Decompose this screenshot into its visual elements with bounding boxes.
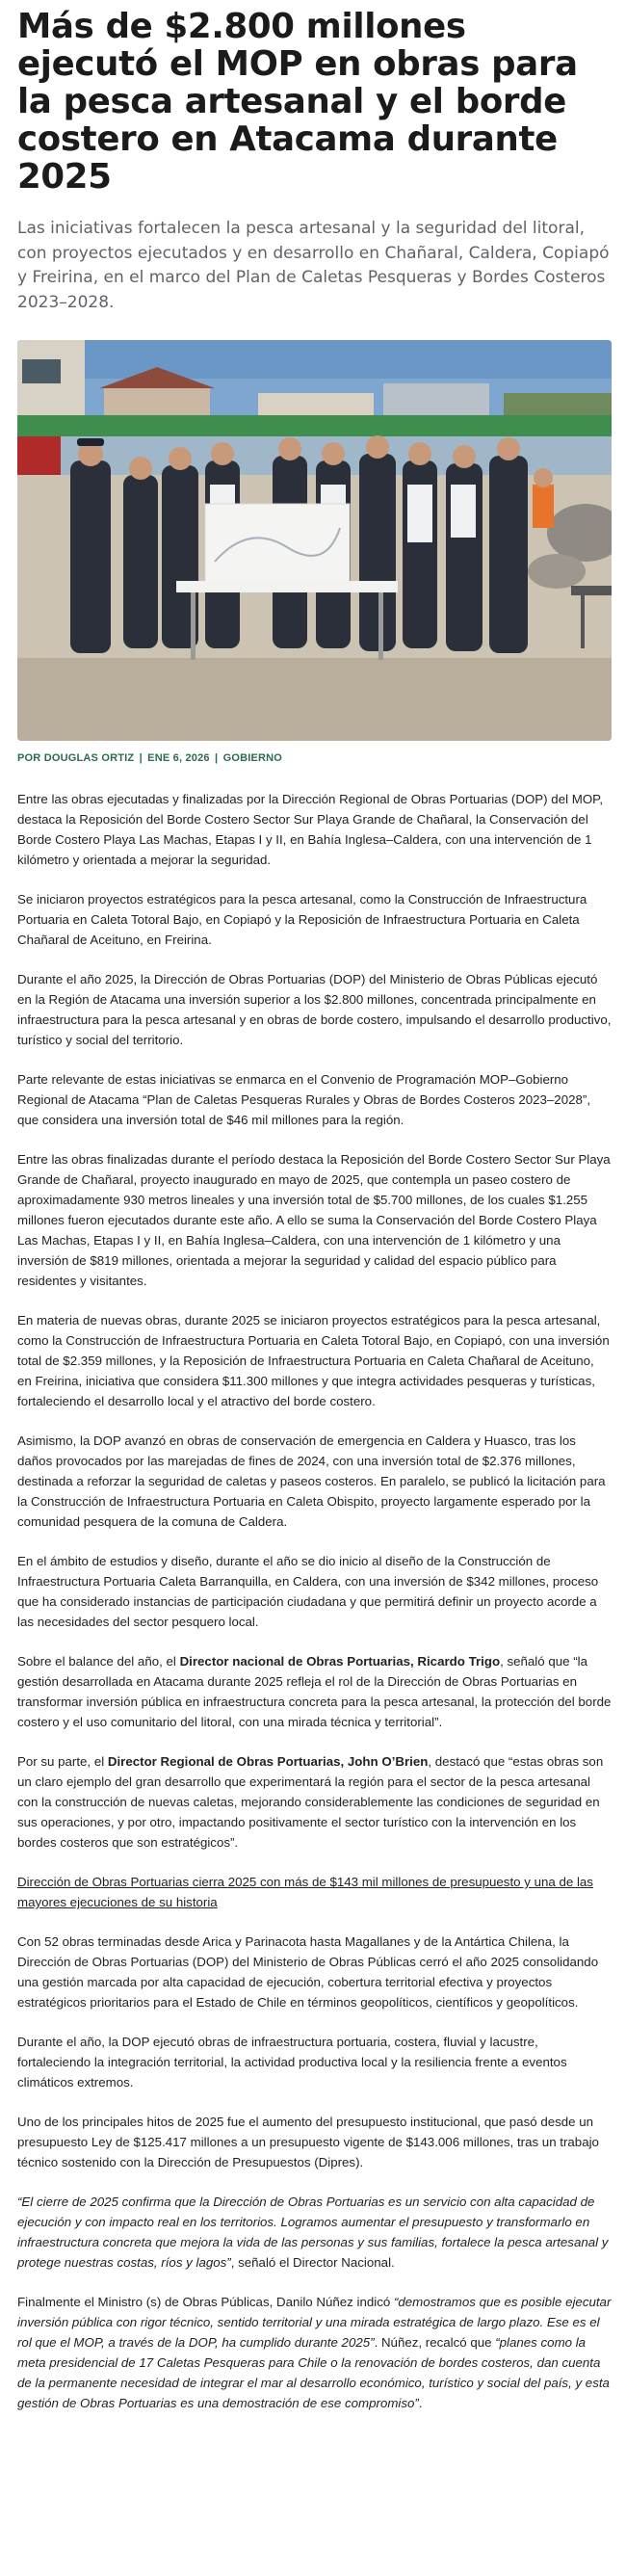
body-paragraph: En el ámbito de estudios y diseño, durante el año se dio inicio al diseño de la Construcción de Infraestructura Portuaria Caleta Barranquilla, en Caldera, con una inversión de $342 millones, proceso que ha considerado instancias de participación ciudadana y que permitirá definir un proyecto acorde a las necesidades del sector pesquero local. — [17, 1554, 599, 1629]
body-paragraph: Durante el año 2025, la Dirección de Obras Portuarias (DOP) del Ministerio de Obras Públicas ejecutó en la Región de Atacama una inversión superior a los $2.800 millones, concentrada principalmente en infraestructura para la pesca artesanal y en obras de borde costero, impulsando el desarrollo productivo, turístico y social del territorio. — [17, 972, 612, 1047]
body-paragraph: En materia de nuevas obras, durante 2025 se iniciaron proyectos estratégicos para la pesca artesanal, como la Construcción de Infraestructura Portuaria en Caleta Totoral Bajo, en Copiapó, con una inversión total de $2.359 millones, y la Reposición de Infraestructura Portuaria en Caleta Chañaral de Aceituno, en Freirina, iniciativa que considera $11.300 millones y que integra actividades pesqueras y turísticas, fortaleciendo el desarrollo local y el atractivo del borde costero. — [17, 1313, 610, 1408]
paragraph-text: . — [418, 2396, 423, 2410]
body-paragraph — [17, 2292, 612, 2413]
paragraph-text: , destacó que “estas obras son un claro ejemplo del gran desarrollo que experimentará la región para el sector de la pesca artesanal con la construcción de nuevas caletas, mejorando considerablemente las condiciones de seguridad en sus operaciones, y por otro, impactando positivamente el sector turístico con la intervención en los bordes costeros que son estratégicos”. — [17, 1754, 604, 1850]
body-paragraph — [17, 1751, 612, 1853]
section-subtitle-link[interactable]: Dirección de Obras Portuarias cierra 2025 con más de $143 mil millones de presupuesto y una de las mayores ejecuciones de su historia — [17, 1875, 593, 1909]
quote-text: “demostramos que es posible ejecutar inversión pública con rigor técnico, sentido territorial y una mirada estratégica de largo plazo. Ese es el rol que el MOP, a través de la DOP, ha cumplido durante 2025” — [17, 2295, 612, 2350]
article-subhead: Las iniciativas fortalecen la pesca artesanal y la seguridad del litoral, con proyectos ejecutados y en desarrollo en Chañaral, Caldera, Copiapó y Freirina, en el marco del Plan de Caletas Pesqueras y Bordes Costeros 2023–2028. — [17, 219, 610, 312]
article-body — [17, 789, 612, 2413]
body-paragraph: Uno de los principales hitos de 2025 fue el aumento del presupuesto institucional, que pasó desde un presupuesto Ley de $125.417 millones a un presupuesto vigente de $143.006 millones, tras un trabajo técnico sostenido con la Dirección de Presupuestos (Dipres). — [17, 2115, 599, 2169]
byline-author-link[interactable]: POR DOUGLAS ORTIZ — [17, 752, 135, 764]
paragraph-text: . Núñez, recalcó que — [374, 2335, 496, 2350]
body-paragraph — [17, 1651, 612, 1732]
body-paragraph: Parte relevante de estas iniciativas se enmarca en el Convenio de Programación MOP–Gobierno Regional de Atacama “Plan de Caletas Pesqueras Rurales y Obras de Bordes Costeros 2023–2028”, que considera una inversión total de $46 mil millones para la región. — [17, 1072, 591, 1127]
body-paragraph: Asimismo, la DOP avanzó en obras de conservación de emergencia en Caldera y Huasco, tras los daños provocados por las marejadas de fines de 2024, con una inversión total de $2.376 millones, destinada a reforzar la seguridad de caletas y paseos costeros. En paralelo, se publicó la licitación para la Construcción de Infraestructura Portuaria en Caleta Obispito, proyecto largamente esperado por la comunidad pesquera de la comuna de Caldera. — [17, 1433, 606, 1529]
group-photo-icon — [17, 340, 612, 741]
byline-date: ENE 6, 2026 — [147, 752, 210, 764]
body-paragraph — [17, 2192, 612, 2273]
byline-separator: | — [139, 752, 143, 764]
article-photo[interactable] — [17, 340, 612, 741]
article-headline: Más de $2.800 millones ejecutó el MOP en obras para la pesca artesanal y el borde costero en Atacama durante 2025 — [17, 7, 578, 197]
paragraph-text: Finalmente el Ministro (s) de Obras Públicas, Danilo Núñez indicó — [17, 2295, 394, 2309]
paragraph-text: , señaló que “la gestión desarrollada en Atacama durante 2025 refleja el rol de la Dirección de Obras Portuarias en transformar inversión pública en infraestructura concreta para la pesca artesanal, la protección del borde costero y el uso comunitario del litoral, con una mirada técnica y territorial”. — [17, 1654, 612, 1729]
body-paragraph: Con 52 obras terminadas desde Arica y Parinacota hasta Magallanes y de la Antártica Chilena, la Dirección de Obras Portuarias (DOP) del Ministerio de Obras Públicas cerró el año 2025 consolidando una gestión marcada por alta capacidad de ejecución, cobertura territorial efectiva y proyectos estratégicos prioritarios para el Estado de Chile en términos geopolíticos, científicos y geopolíticos. — [17, 1934, 599, 2010]
quote-text: “planes como la meta presidencial de 17 Caletas Pesqueras para Chile o la renovación de bordes costeros, dan cuenta de la permanente necesidad de integrar el mar al desarrollo económico, turístico y social del país, y esta gestión de Obras Portuarias es una demostración de ese compromiso” — [17, 2335, 610, 2410]
paragraph-text: Por su parte, el — [17, 1754, 108, 1769]
article-byline — [17, 752, 612, 764]
body-paragraph: Entre las obras ejecutadas y finalizadas por la Dirección Regional de Obras Portuarias (DOP) del MOP, destaca la Reposición del Borde Costero Sector Sur Playa Grande de Chañaral, la Conservación del Borde Costero Playa Las Machas, Etapas I y II, en Bahía Inglesa–Caldera, con una intervención de 1 kilómetro y orientada a mejorar la seguridad. — [17, 792, 604, 867]
quote-text: “El cierre de 2025 confirma que la Dirección de Obras Portuarias es un servicio con alta capacidad de ejecución y con impacto real en los territorios. Logramos aumentar el presupuesto y transformarlo en infraestructura concreta que mejora la vida de las personas y sus familias, fortalece la pesca artesanal y protege nuestras costas, ríos y lagos” — [17, 2195, 609, 2270]
paragraph-text: Sobre el balance del año, el — [17, 1654, 180, 1669]
article-page — [0, 8, 626, 2452]
body-paragraph: Entre las obras finalizadas durante el período destaca la Reposición del Borde Costero Sector Sur Playa Grande de Chañaral, proyecto inaugurado en mayo de 2025, que contempla un paseo costero de aproximadamente 930 metros lineales y una inversión total de $5.700 millones, de los cuales $1.255 millones fueron ejecutados durante este año. A ello se suma la Conservación del Borde Costero Playa Las Machas, Etapas I y II, en Bahía Inglesa–Caldera, con una intervención de 1 kilómetro y una inversión de $819 millones, orientada a mejorar la seguridad y calidad del espacio público para residentes y visitantes. — [17, 1152, 611, 1288]
body-paragraph: Se iniciaron proyectos estratégicos para la pesca artesanal, como la Construcción de Infraestructura Portuaria en Caleta Totoral Bajo, en Copiapó y la Reposición de Infraestructura Portuaria en Caleta Chañaral de Aceituno, en Freirina. — [17, 892, 587, 947]
speaker-name: Director Regional de Obras Portuarias, John O’Brien — [107, 1754, 429, 1769]
byline-separator: | — [215, 752, 219, 764]
paragraph-text: , señaló el Director Nacional. — [230, 2255, 395, 2270]
speaker-name: Director nacional de Obras Portuarias, Ricardo Trigo — [179, 1654, 501, 1669]
body-paragraph: Durante el año, la DOP ejecutó obras de infraestructura portuaria, costera, fluvial y lacustre, fortaleciendo la integración territorial, la actividad productiva local y la resiliencia frente a eventos climáticos extremos. — [17, 2035, 567, 2090]
byline-category-link[interactable]: GOBIERNO — [222, 752, 283, 764]
